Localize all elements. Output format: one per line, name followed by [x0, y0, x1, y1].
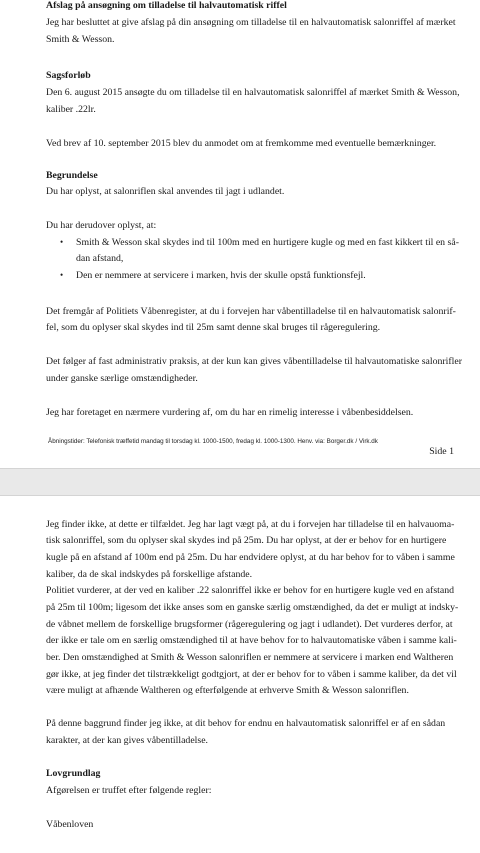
finder-line-7: de våbnet mellem de forskellige brugsformer (rågeregulering og jagt i udlandet). Det vurderes derfor, at	[46, 619, 453, 630]
praksis-line-1: Det følger af fast administrativ praksis, at der kun kan gives våbentilladelse til halvautomatiske salonrifler	[46, 356, 462, 367]
page-number: Side 1	[429, 446, 454, 457]
page-separator	[0, 468, 480, 496]
begrundelse-heading: Begrundelse	[46, 170, 98, 181]
finder-line-4: kaliber, da de skal indskydes på forskellige afstande.	[46, 569, 253, 580]
decision-heading: Afslag på ansøgning om tilladelse til halvautomatisk riffel	[46, 0, 287, 11]
vurdering-text: Jeg har foretaget en nærmere vurdering af, om du har en rimelig interesse i våbenbesiddelsen.	[46, 407, 414, 418]
sagsforloeb-heading: Sagsforløb	[46, 70, 91, 81]
finder-line-6: på 25m til 100m; ligesom det ikke anses som en ganske særlig omstændighed, da det er muligt at indsky-	[46, 602, 459, 613]
finder-line-1: Jeg finder ikke, at dette er tilfældet. Jeg har lagt vægt på, at du i forvejen har tilladelse til en halvauoma-	[46, 519, 455, 530]
finder-line-5: Politiet vurderer, at der ved en kaliber .22 salonriffel ikke er behov for en hurtigere kugle ved en afstand	[46, 585, 455, 596]
derudover-text: Du har derudover oplyst, at:	[46, 220, 157, 231]
finder-line-2: tisk salonriffel, som du oplyser skal skydes ind på 25m. Du har oplyst, at der er behov for en hurtigere	[46, 535, 447, 546]
intro-line-2: Smith & Wesson.	[46, 34, 115, 45]
bullet-2-line-1: Den er nemmere at servicere i marken, hvis der skulle opstå funktionsfejl.	[76, 270, 366, 281]
finder-line-8: der ikke er tale om en særlig omstændighed til at have behov for to halvautomatiske våben i samme kali-	[46, 635, 457, 646]
finder-line-10: gør ikke, at jeg finder det tilstrækkeligt godtgjort, at der er behov for to våben i samme kaliber, da det vil	[46, 669, 457, 680]
finder-line-11: være muligt at afhænde Waltheren og efterfølgende at erhverve Smith & Wesson salonriflen.	[46, 685, 409, 696]
intro-line-1: Jeg har besluttet at give afslag på din ansøgning om tilladelse til en halvautomatisk salonriffel af mærket	[46, 17, 456, 28]
bullet-marker: •	[60, 270, 64, 280]
finder-line-3: kugle på en afstand af 100m end på 25m. Du har endvidere oplyst, at du har behov for to våben i samme	[46, 552, 455, 563]
lovgrundlag-text: Afgørelsen er truffet efter følgende regler:	[46, 785, 212, 796]
sagsforloeb-line-2: kaliber .22lr.	[46, 104, 96, 115]
vaabenloven-heading: Våbenloven	[46, 819, 94, 830]
document-page-2	[0, 496, 480, 853]
footer-opening-hours: Åbningstider: Telefonisk træffetid mandag til torsdag kl. 1000-1500, fredag kl. 1000-1300. Henv. via: Borger.dk / Virk.dk	[48, 438, 378, 445]
lovgrundlag-heading: Lovgrundlag	[46, 768, 101, 779]
baggrund-line-1: På denne baggrund finder jeg ikke, at dit behov for endnu en halvautomatisk salonriffel er af en sådan	[46, 718, 446, 729]
finder-line-9: ber. Den omstændighed at Smith & Wesson salonriflen er nemmere at servicere i marken end Waltheren	[46, 652, 454, 663]
register-line-1: Det fremgår af Politiets Våbenregister, at du i forvejen har våbentilladelse til en halvautomatisk salonrif-	[46, 306, 456, 317]
sagsforloeb-line-1: Den 6. august 2015 ansøgte du om tilladelse til en halvautomatisk salonriffel af mærket Smith & Wesson,	[46, 87, 460, 98]
baggrund-line-2: karakter, at der kan gives våbentilladelse.	[46, 735, 209, 746]
register-line-2: fel, som du oplyser skal skydes ind til 25m samt denne skal bruges til rågeregulering.	[46, 322, 381, 333]
bullet-1-line-1: Smith & Wesson skal skydes ind til 100m med en hurtigere kugle og med en fast kikkert til en så-	[76, 237, 459, 248]
begrundelse-text: Du har oplyst, at salonriflen skal anvendes til jagt i udlandet.	[46, 186, 285, 197]
praksis-line-2: under ganske særlige omstændigheder.	[46, 373, 198, 384]
bullet-1-line-2: dan afstand,	[76, 253, 124, 264]
bullet-marker: •	[60, 237, 64, 247]
letter-paragraph: Ved brev af 10. september 2015 blev du anmodet om at fremkomme med eventuelle bemærkninger.	[46, 138, 437, 149]
